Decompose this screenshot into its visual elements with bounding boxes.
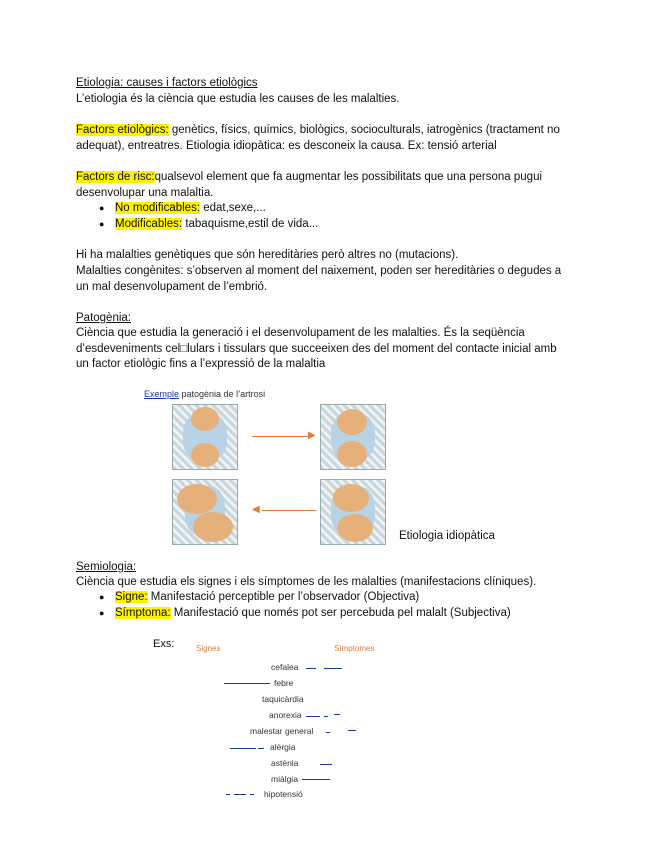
figure-panel-1	[172, 404, 238, 470]
semiology-item-1-text: Manifestació perceptible per l’observador (Objectiva)	[147, 591, 420, 603]
semiology-item-2-label: Símptoma:	[115, 607, 171, 619]
example-row: taquicàrdia	[262, 694, 304, 704]
symptom-dash	[320, 764, 332, 765]
bullet-dot: ●	[99, 592, 105, 602]
etiology-definition: L’etiologia és la ciència que estudia les causes de les malalties.	[76, 93, 400, 105]
symptom-dash	[306, 716, 320, 717]
bullet-dot: ●	[99, 219, 105, 229]
risk-text-1: qualsevol element que fa augmentar les possibilitats que una persona pugui	[154, 171, 543, 183]
risk-item-2-label: Modificables:	[115, 218, 183, 230]
examples-col-symptoms: Símptomes	[334, 644, 375, 653]
factors-line-1	[76, 123, 560, 138]
arrow-left-head: ◀	[252, 504, 260, 515]
genetic-line-3: un mal desenvolupament de l’embrió.	[76, 281, 268, 293]
semiology-definition: Ciència que estudia els signes i els símptomes de les malalties (manifestacions clíniques).	[76, 576, 537, 588]
figure-panel-4	[320, 479, 386, 545]
pathogenesis-line-3: un factor etiològic fins a l’expressió de la malaltia	[76, 358, 326, 370]
pathogenesis-line-1: Ciència que estudia la generació i el desenvolupament de les malalties. És la seqüència	[76, 327, 525, 339]
examples-col-signs: Signes	[196, 644, 221, 653]
figure-side-label: Etiologia idiopàtica	[399, 530, 495, 542]
example-row: malestar general	[250, 726, 314, 736]
semiology-item-1	[115, 590, 419, 605]
sign-dash	[230, 748, 256, 749]
semiology-heading: Semiologia:	[76, 561, 137, 573]
symptom-dash	[324, 716, 328, 717]
sign-dash	[250, 794, 254, 795]
risk-line-1	[76, 170, 542, 185]
figure-panel-2	[320, 404, 386, 470]
pathogenesis-line-2: d’esdeveniments cel□lulars i tissulars que succeeixen des del moment del contacte inicial amb	[76, 343, 557, 355]
bullet-dot: ●	[99, 203, 105, 213]
semiology-item-1-label: Signe:	[115, 591, 148, 603]
bullet-dot: ●	[99, 608, 105, 618]
example-row: astènia	[271, 758, 299, 768]
semiology-item-2-text: Manifestació que només pot ser percebuda pel malalt (Subjectiva)	[170, 607, 511, 619]
figure-caption-rest: patogènia de l’artrosi	[179, 389, 266, 399]
symptom-dash	[302, 779, 330, 780]
examples-label: Exs:	[153, 638, 175, 650]
risk-item-1-label: No modificables:	[115, 202, 201, 214]
sign-dash	[258, 748, 264, 749]
factors-label: Factors etiològics:	[76, 124, 169, 136]
risk-item-1-text: edat,sexe,...	[200, 202, 266, 214]
factors-text-2: adequat), entreatres. Etiologia idiopàtica: es desconeix la causa. Ex: tensió arterial	[76, 140, 497, 152]
risk-item-2	[115, 217, 318, 232]
risk-item-2-text: tabaquisme,estil de vida...	[182, 218, 319, 230]
arrow-left	[262, 510, 316, 511]
symptom-dash	[348, 730, 356, 731]
arrow-right-head: ▶	[308, 430, 316, 441]
arrow-right	[252, 436, 312, 437]
symptom-dash	[326, 732, 330, 733]
pathogenesis-heading: Patogènia:	[76, 312, 131, 324]
symptom-dash	[306, 668, 316, 669]
factors-text-1: genètics, físics, químics, biològics, socioculturals, iatrogènics (tractament no	[168, 124, 560, 136]
example-row: hipotensió	[264, 789, 303, 799]
genetic-line-1: Hi ha malalties genètiques que són hereditàries però altres no (mutacions).	[76, 249, 459, 261]
risk-label: Factors de risc:	[76, 171, 155, 183]
example-row: alèrgia	[270, 742, 296, 752]
example-row: febre	[274, 678, 294, 688]
genetic-line-2: Malalties congènites: s’observen al moment del naixement, poden ser hereditàries o degudes a	[76, 265, 562, 277]
semiology-item-2	[115, 606, 511, 621]
sign-dash	[224, 683, 270, 684]
risk-text-2: desenvolupar una malaltia.	[76, 187, 214, 199]
example-row: cefalea	[271, 662, 299, 672]
example-row: anorexia	[269, 710, 302, 720]
symptom-dash	[334, 714, 340, 715]
figure-panel-3	[172, 479, 238, 545]
etiology-heading: Etiologia: causes i factors etiològics	[76, 77, 258, 89]
risk-item-1	[115, 201, 266, 216]
example-row: miàlgia	[271, 774, 298, 784]
sign-dash	[226, 794, 230, 795]
figure-caption-link[interactable]: Exemple	[144, 389, 180, 399]
figure-caption	[144, 389, 265, 399]
sign-dash	[234, 794, 246, 795]
symptom-dash	[324, 668, 342, 669]
